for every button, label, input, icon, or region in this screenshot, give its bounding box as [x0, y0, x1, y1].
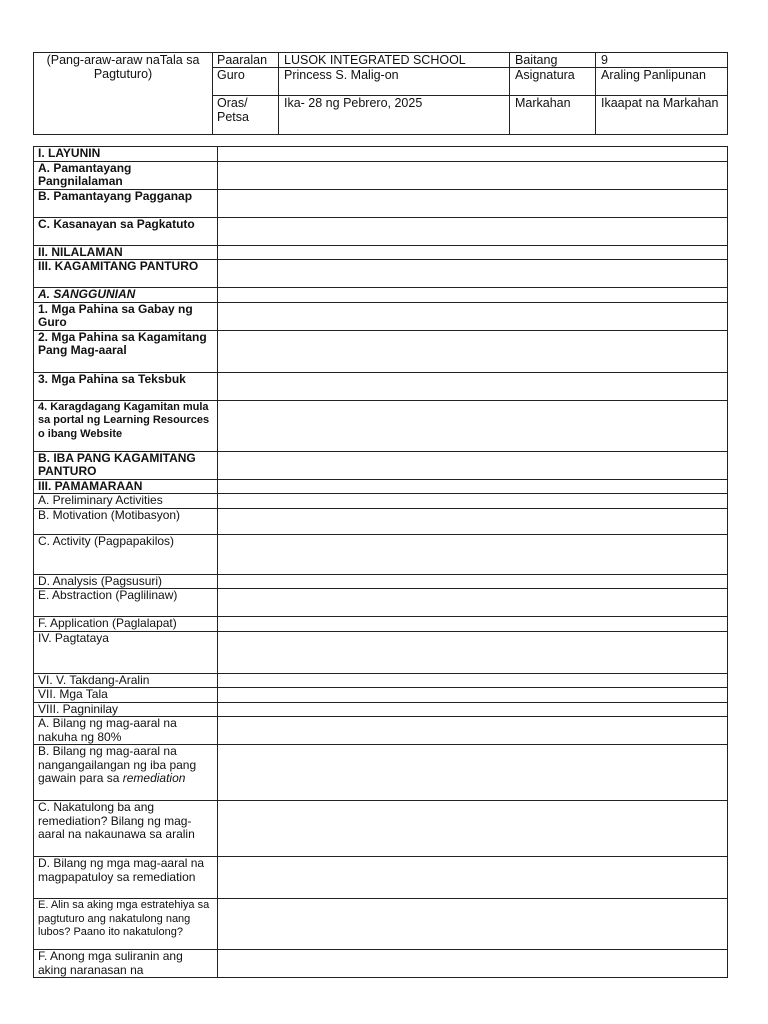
row-value-mga-tala — [218, 688, 728, 703]
row-value-abstraction — [218, 589, 728, 617]
row-value-iba-pang — [218, 451, 728, 479]
row-value-pamamaraan — [218, 479, 728, 494]
row-label-kagamitang-panturo: III. KAGAMITANG PANTURO — [34, 260, 218, 288]
row-value-analysis — [218, 574, 728, 589]
quarter-value: Ikaapat na Markahan — [596, 96, 728, 135]
row-value-karagdagang — [218, 400, 728, 451]
lesson-plan-table — [33, 146, 728, 978]
row-label-application: F. Application (Paglalapat) — [34, 617, 218, 632]
row-label-mga-tala: VII. Mga Tala — [34, 688, 218, 703]
datetime-label: Oras/ Petsa — [213, 96, 279, 135]
row-label-pagtataya: IV. Pagtataya — [34, 631, 218, 673]
row-label-teksbuk: 3. Mga Pahina sa Teksbuk — [34, 372, 218, 400]
row-label-nakatulong: C. Nakatulong ba ang remediation? Bilang ng mag-aaral na nakaunawa sa aralin — [34, 801, 218, 857]
quarter-label: Markahan — [510, 96, 596, 135]
row-label-estratehiya: E. Alin sa aking mga estratehiya sa pagtuturo ang nakatulong nang lubos? Paano ito nakatulong? — [34, 899, 218, 950]
row-label-pagninilay: VIII. Pagninilay — [34, 702, 218, 717]
row-label-analysis: D. Analysis (Pagsusuri) — [34, 574, 218, 589]
row-value-kagamitang-panturo — [218, 260, 728, 288]
school-label: Paaralan — [213, 53, 279, 68]
teacher-value: Princess S. Malig-on — [279, 68, 510, 96]
grade-value: 9 — [596, 53, 728, 68]
row-value-layunin — [218, 147, 728, 162]
row-value-bilang-iba-pang — [218, 745, 728, 801]
row-value-activity — [218, 534, 728, 574]
row-value-sanggunian — [218, 288, 728, 303]
row-value-estratehiya — [218, 899, 728, 950]
row-label-pamantayang-pagganap: B. Pamantayang Pagganap — [34, 189, 218, 217]
row-value-teksbuk — [218, 372, 728, 400]
subject-value: Araling Panlipunan — [596, 68, 728, 96]
row-value-pagninilay — [218, 702, 728, 717]
row-label-pamamaraan: III. PAMAMARAAN — [34, 479, 218, 494]
row-label-activity: C. Activity (Pagpapakilos) — [34, 534, 218, 574]
row-label-kagamitang-mag-aaral: 2. Mga Pahina sa Kagamitang Pang Mag-aaral — [34, 330, 218, 372]
row-label-iba-pang: B. IBA PANG KAGAMITANG PANTURO — [34, 451, 218, 479]
row-value-pagtataya — [218, 631, 728, 673]
subject-label: Asignatura — [510, 68, 596, 96]
row-value-gabay-guro — [218, 302, 728, 330]
row-value-kagamitang-mag-aaral — [218, 330, 728, 372]
row-label-preliminary: A. Preliminary Activities — [34, 494, 218, 509]
row-value-nilalaman — [218, 245, 728, 260]
row-label-bilang-80: A. Bilang ng mag-aaral na nakuha ng 80% — [34, 717, 218, 745]
row-value-pamantayang-pangnilalaman — [218, 161, 728, 189]
row-value-bilang-80 — [218, 717, 728, 745]
grade-label: Baitang — [510, 53, 596, 68]
row-label-kasanayan: C. Kasanayan sa Pagkatuto — [34, 217, 218, 245]
row-label-bilang-iba-pang-text: B. Bilang ng mag-aaral na nangangailangan ng iba pang gawain para sa — [38, 744, 197, 785]
row-label-layunin: I. LAYUNIN — [34, 147, 218, 162]
row-label-magpapatuloy: D. Bilang ng mga mag-aaral na magpapatuloy sa remediation — [34, 857, 218, 899]
row-label-abstraction: E. Abstraction (Paglilinaw) — [34, 589, 218, 617]
row-label-gabay-guro: 1. Mga Pahina sa Gabay ng Guro — [34, 302, 218, 330]
row-label-takdang-aralin: VI. V. Takdang-Aralin — [34, 673, 218, 688]
row-label-pamantayang-pangnilalaman: A. Pamantayang Pangnilalaman — [34, 161, 218, 189]
row-label-remediation-text: remediation — [122, 771, 186, 785]
row-value-magpapatuloy — [218, 857, 728, 899]
row-label-suliranin: F. Anong mga suliranin ang aking naranasan na — [34, 950, 218, 978]
datetime-value: Ika- 28 ng Pebrero, 2025 — [279, 96, 510, 135]
row-value-application — [218, 617, 728, 632]
row-label-sanggunian: A. SANGGUNIAN — [34, 288, 218, 303]
row-label-motivation: B. Motivation (Motibasyon) — [34, 508, 218, 534]
school-value: LUSOK INTEGRATED SCHOOL — [279, 53, 510, 68]
row-value-preliminary — [218, 494, 728, 509]
teacher-label: Guro — [213, 68, 279, 96]
row-value-kasanayan — [218, 217, 728, 245]
row-label-nilalaman: II. NILALAMAN — [34, 245, 218, 260]
row-value-suliranin — [218, 950, 728, 978]
row-value-takdang-aralin — [218, 673, 728, 688]
row-value-pamantayang-pagganap — [218, 189, 728, 217]
row-label-karagdagang: 4. Karagdagang Kagamitan mula sa portal ng Learning Resources o ibang Website — [34, 400, 218, 451]
row-value-nakatulong — [218, 801, 728, 857]
row-value-motivation — [218, 508, 728, 534]
row-label-bilang-iba-pang — [34, 745, 218, 801]
form-title: (Pang-araw-araw naTala sa Pagtuturo) — [34, 53, 213, 135]
header-table — [33, 52, 728, 135]
